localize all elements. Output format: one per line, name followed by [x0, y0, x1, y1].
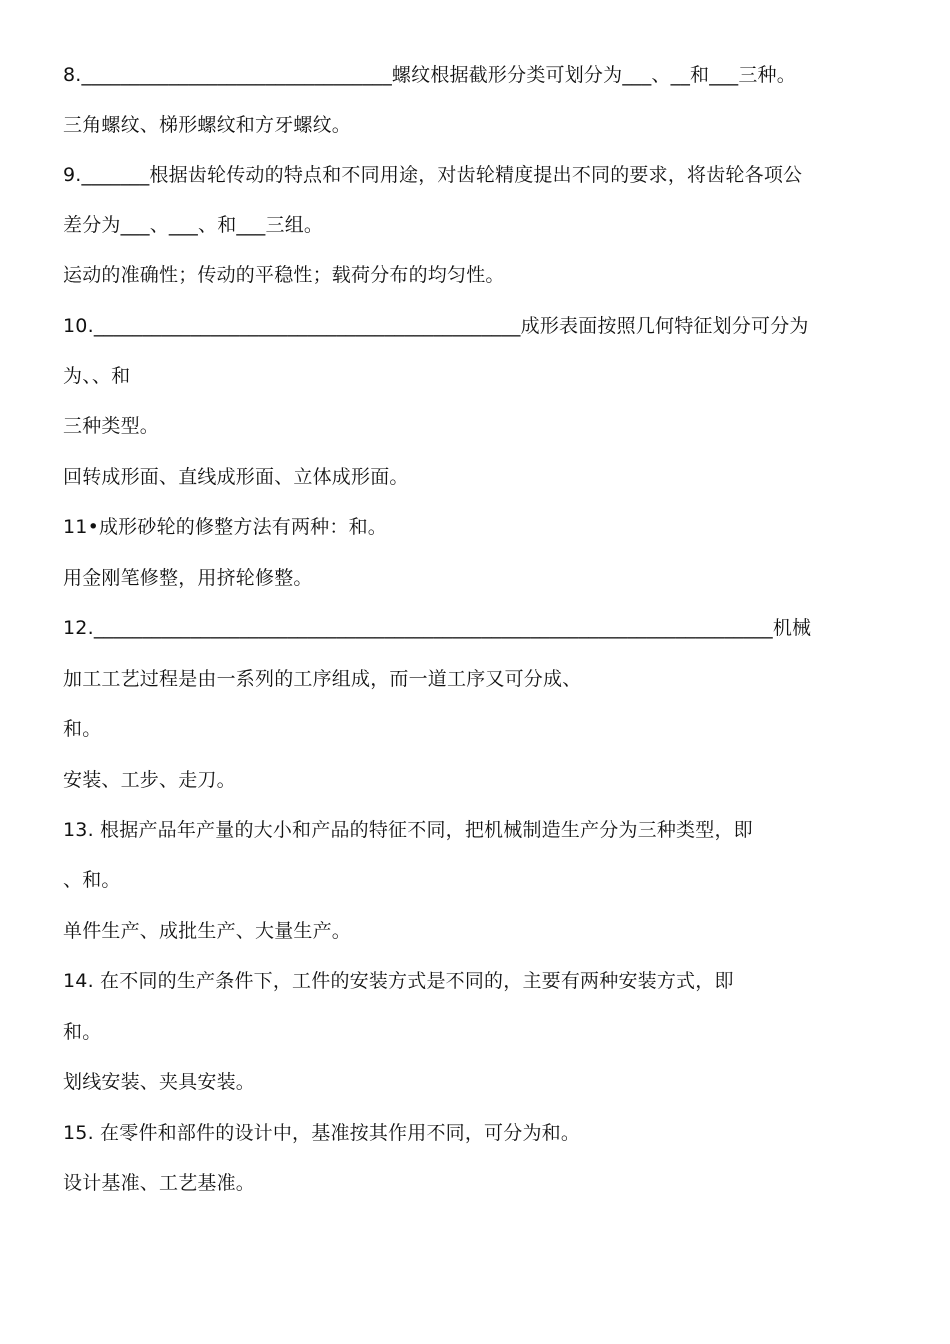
answer-10: 回转成形面、直线成形面、立体成形面。 [63, 466, 409, 488]
answer-8: 三角螺纹、梯形螺纹和方牙螺纹。 [63, 114, 352, 136]
question-10: 10.____________________________________________成形表面按照几何特征划分可分为 [63, 315, 809, 337]
answer-13: 单件生产、成批生产、大量生产。 [63, 920, 352, 942]
question-15: 15. 在零件和部件的设计中，基准按其作用不同，可分为和。 [63, 1122, 581, 1144]
question-12-end: 和。 [63, 718, 102, 740]
question-8: 8.________________________________螺纹根据截形分类可划分为___、__和___三种。 [63, 64, 796, 86]
question-13-continued: 、和。 [63, 869, 121, 891]
question-12: 12.______________________________________________________________________机械 [63, 617, 812, 639]
answer-15: 设计基准、工艺基准。 [63, 1172, 256, 1194]
answer-9: 运动的准确性；传动的平稳性；载荷分布的均匀性。 [63, 264, 505, 286]
answer-11: 用金刚笔修整，用挤轮修整。 [63, 567, 313, 589]
question-11: 11•成形砂轮的修整方法有两种：和。 [63, 516, 387, 538]
answer-12: 安装、工步、走刀。 [63, 769, 236, 791]
question-12-continued: 加工工艺过程是由一系列的工序组成，而一道工序又可分成、 [63, 668, 582, 690]
question-14-continued: 和。 [63, 1021, 102, 1043]
question-9: 9._______根据齿轮传动的特点和不同用途，对齿轮精度提出不同的要求，将齿轮各项公 [63, 164, 803, 186]
question-10-end: 三种类型。 [63, 415, 160, 437]
question-10-continued: 为、、和 [63, 365, 131, 387]
question-13: 13. 根据产品年产量的大小和产品的特征不同，把机械制造生产分为三种类型，即 [63, 819, 753, 841]
question-9-continued: 差分为___、___、和___三组。 [63, 214, 324, 236]
answer-14: 划线安装、夹具安装。 [63, 1071, 256, 1093]
question-14: 14. 在不同的生产条件下，工件的安装方式是不同的，主要有两种安装方式，即 [63, 970, 734, 992]
